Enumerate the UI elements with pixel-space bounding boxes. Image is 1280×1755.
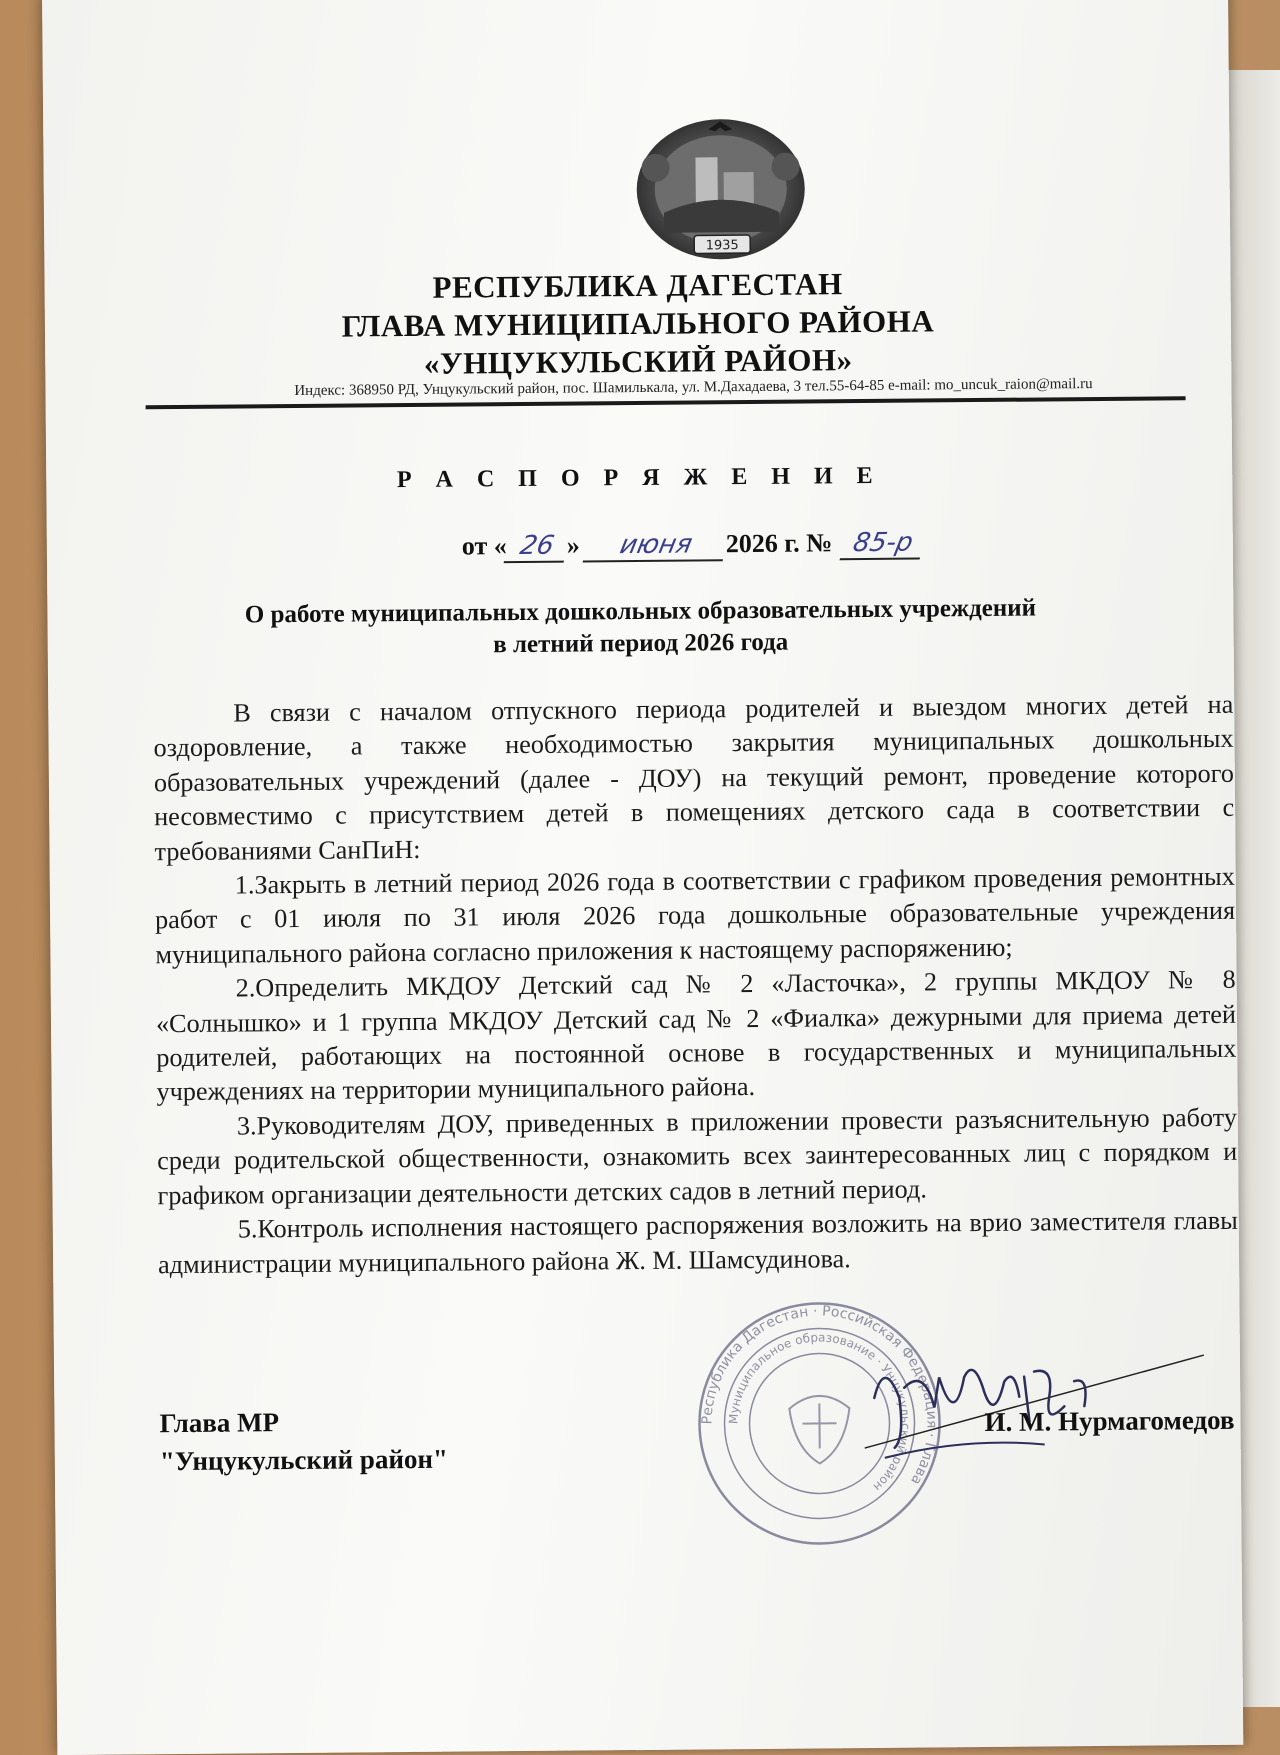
body-item-5: 5.Контроль исполнения настоящего распоряжения возложить на врио заместителя главы администрации муниципального района Ж. М. Шамсудинова. <box>157 1205 1238 1279</box>
signatory-name: И. М. Нурмагомедов <box>984 1404 1235 1438</box>
signatory-title-line-1: Глава МР <box>159 1407 280 1439</box>
signatory-title-line-2: "Унцукульский район" <box>159 1443 449 1477</box>
header-address: Индекс: 368950 РД, Унцукульский район, пос. Шамилькала, ул. М.Дахадаева, 3 тел.55-64-85 e-mail: mo_uncuk_raion@mail.ru <box>294 376 1093 399</box>
date-month-handwritten: июня <box>583 529 730 562</box>
subject-line-2: в летний период 2026 года <box>493 628 789 659</box>
header-office: ГЛАВА МУНИЦИПАЛЬНОГО РАЙОНА <box>341 303 935 344</box>
handwritten-signature-icon <box>844 1335 1205 1468</box>
document-date-line <box>462 528 923 564</box>
subject-line-1: О работе муниципальных дошкольных образовательных учреждений <box>244 594 1037 629</box>
date-mid: » <box>566 530 580 560</box>
body-intro: В связи с началом отпускного периода родителей и выездом многих детей на оздоровление, а также необходимостью закрытия муниципальных дошкольных образовательных учреждений (далее - ДОУ) на текущий ремонт, проведение которого несовместимо с присутствием детей в помещениях детского сада в соответствии с требованиями СанПиН: <box>153 689 1235 866</box>
date-year: 2026 г. № <box>725 528 833 559</box>
document-number-handwritten: 85-р <box>840 527 927 560</box>
header-republic: РЕСПУБЛИКА ДАГЕСТАН <box>432 266 843 305</box>
body-item-3: 3.Руководителям ДОУ, приведенных в приложении провести разъяснительную работу среди родительской общественности, ознакомить всех заинтересованных лиц с порядком и графиком организации деятельности детских садов в летний период. <box>157 1102 1238 1210</box>
document-type-title: Р А С П О Р Я Ж Е Н И Е <box>396 462 882 494</box>
signatory-title <box>159 1402 448 1481</box>
district-emblem-icon <box>633 116 809 266</box>
svg-text:Республика Дагестан · Российск: Республика Дагестан · Российская Федерация · Глава <box>699 1303 940 1488</box>
header-district: «УНЦУКУЛЬСКИЙ РАЙОН» <box>423 342 853 381</box>
date-day-handwritten: 26 <box>504 531 571 564</box>
svg-text:Муниципальное образование · Ун: Муниципальное образование · Унцукульский район <box>726 1330 913 1495</box>
date-prefix: от « <box>461 531 507 561</box>
document-page <box>42 0 1243 1755</box>
document-body <box>153 688 1238 1282</box>
body-item-1: 1.Закрыть в летний период 2026 года в соответствии с графиком проведения ремонтных работ с 01 июля по 31 июля 2026 года дошкольные образовательные учреждения муниципального района согласно приложения к настоящему распоряжению; <box>154 861 1236 970</box>
emblem-year: 1935 <box>705 238 739 254</box>
body-item-2: 2.Определить МКДОУ Детский сад № 2 «Ласточка», 2 группы МКДОУ № 8 «Солнышко» и 1 группа МКДОУ Детский сад № 2 «Фиалка» дежурными для приема детей родителей, работающих на постоянной основе в государственных и муниципальных учреждениях на территории муниципального района. <box>155 965 1237 1107</box>
